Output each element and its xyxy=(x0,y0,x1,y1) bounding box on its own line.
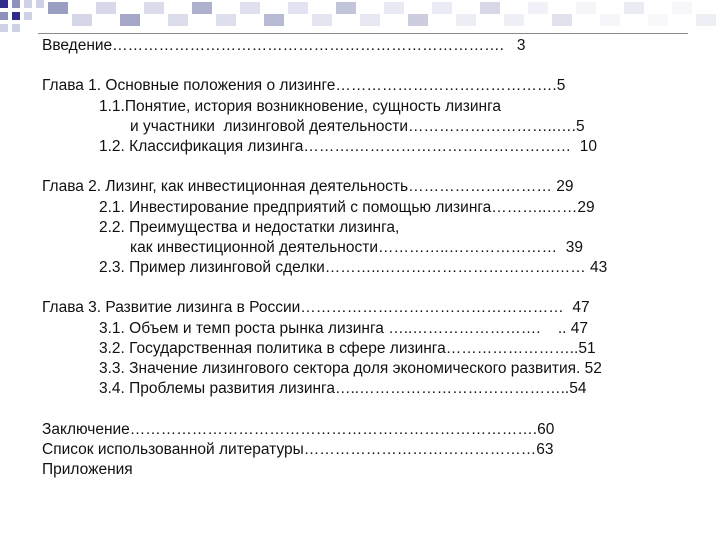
checker-band-square xyxy=(504,14,524,26)
toc-section-entry: 2.2. Преимущества и недостатки лизинга, xyxy=(99,218,400,236)
toc-chapter-entry: Глава 3. Развитие лизинга в России…………………………………………… 47 xyxy=(42,299,590,317)
checker-band-square xyxy=(264,14,284,26)
checker-band-square xyxy=(312,14,332,26)
checker-band-square xyxy=(48,2,68,14)
checker-band-square xyxy=(288,2,308,14)
checker-band-square xyxy=(624,2,644,14)
toc-section-entry: и участники лизинговой деятельности………………………..….5 xyxy=(130,117,585,135)
toc-section-entry: 2.1. Инвестирование предприятий с помощью лизинга………..……29 xyxy=(99,198,595,216)
toc-section-entry: 2.3. Пример лизинговой сделки………..…………………………….…… 43 xyxy=(99,259,608,277)
toc-chapter-entry: Список использованной литературы………………………………………63 xyxy=(42,440,554,458)
header-divider xyxy=(38,33,688,34)
checker-band-square xyxy=(648,14,668,26)
toc-spacer xyxy=(42,278,692,298)
checker-band-square xyxy=(360,14,380,26)
checker-square xyxy=(0,24,8,32)
checker-band-square xyxy=(576,2,596,14)
checker-band-square xyxy=(672,2,692,14)
checker-band-square xyxy=(120,14,140,26)
checker-band-square xyxy=(384,2,404,14)
checker-band-square xyxy=(408,14,428,26)
checker-band-square xyxy=(216,14,236,26)
toc-chapter-entry: Глава 2. Лизинг, как инвестиционная деятельность……………….……… 29 xyxy=(42,178,574,196)
checker-square xyxy=(12,12,20,20)
toc-chapter-entry: Заключение…………………………………………………………………….60 xyxy=(42,420,555,438)
toc-spacer xyxy=(42,157,692,177)
checker-band-square xyxy=(600,14,620,26)
checker-square xyxy=(12,0,20,8)
checker-band-square xyxy=(552,14,572,26)
toc-section-entry: 1.2. Классификация лизинга……….…………………………………… 10 xyxy=(99,137,598,155)
checker-band-square xyxy=(192,2,212,14)
toc-chapter-entry: Глава 1. Основные положения о лизинге…………………………………….5 xyxy=(42,77,566,95)
toc-spacer xyxy=(42,56,692,76)
toc-spacer xyxy=(42,399,692,419)
toc-section-entry: как инвестиционной деятельности…………..………………… 39 xyxy=(130,238,583,256)
checker-square xyxy=(24,0,32,8)
toc-chapter-entry: Введение…………………………………………………………………. 3 xyxy=(42,37,526,54)
checker-band-square xyxy=(96,2,116,14)
checker-band-square xyxy=(432,2,452,14)
checker-square xyxy=(12,24,20,32)
checker-band-square xyxy=(72,14,92,26)
checker-band-square xyxy=(480,2,500,14)
checker-square xyxy=(36,0,44,8)
toc-section-entry: 3.1. Объем и темп роста рынка лизинга …..……………………. .. 47 xyxy=(99,319,588,337)
checker-band-square xyxy=(144,2,164,14)
checker-square xyxy=(0,0,8,8)
toc-chapter-entry: Приложения xyxy=(42,460,133,478)
checker-band-square xyxy=(336,2,356,14)
toc-section-entry: 1.1.Понятие, история возникновение, сущность лизинга xyxy=(99,97,502,115)
table-of-contents xyxy=(42,36,692,480)
checker-square xyxy=(0,12,8,20)
checker-band-square xyxy=(528,2,548,14)
toc-section-entry: 3.4. Проблемы развития лизинга…..…………………………………..54 xyxy=(99,380,587,398)
checker-square xyxy=(24,12,32,20)
checker-band-square xyxy=(168,14,188,26)
decorative-checker-pattern xyxy=(0,0,720,40)
checker-band-square xyxy=(456,14,476,26)
toc-section-entry: 3.2. Государственная политика в сфере лизинга……………………..51 xyxy=(99,339,596,357)
toc-section-entry: 3.3. Значение лизингового сектора доля экономического развития. 52 xyxy=(99,360,602,377)
checker-band-square xyxy=(240,2,260,14)
checker-band-square xyxy=(696,14,716,26)
